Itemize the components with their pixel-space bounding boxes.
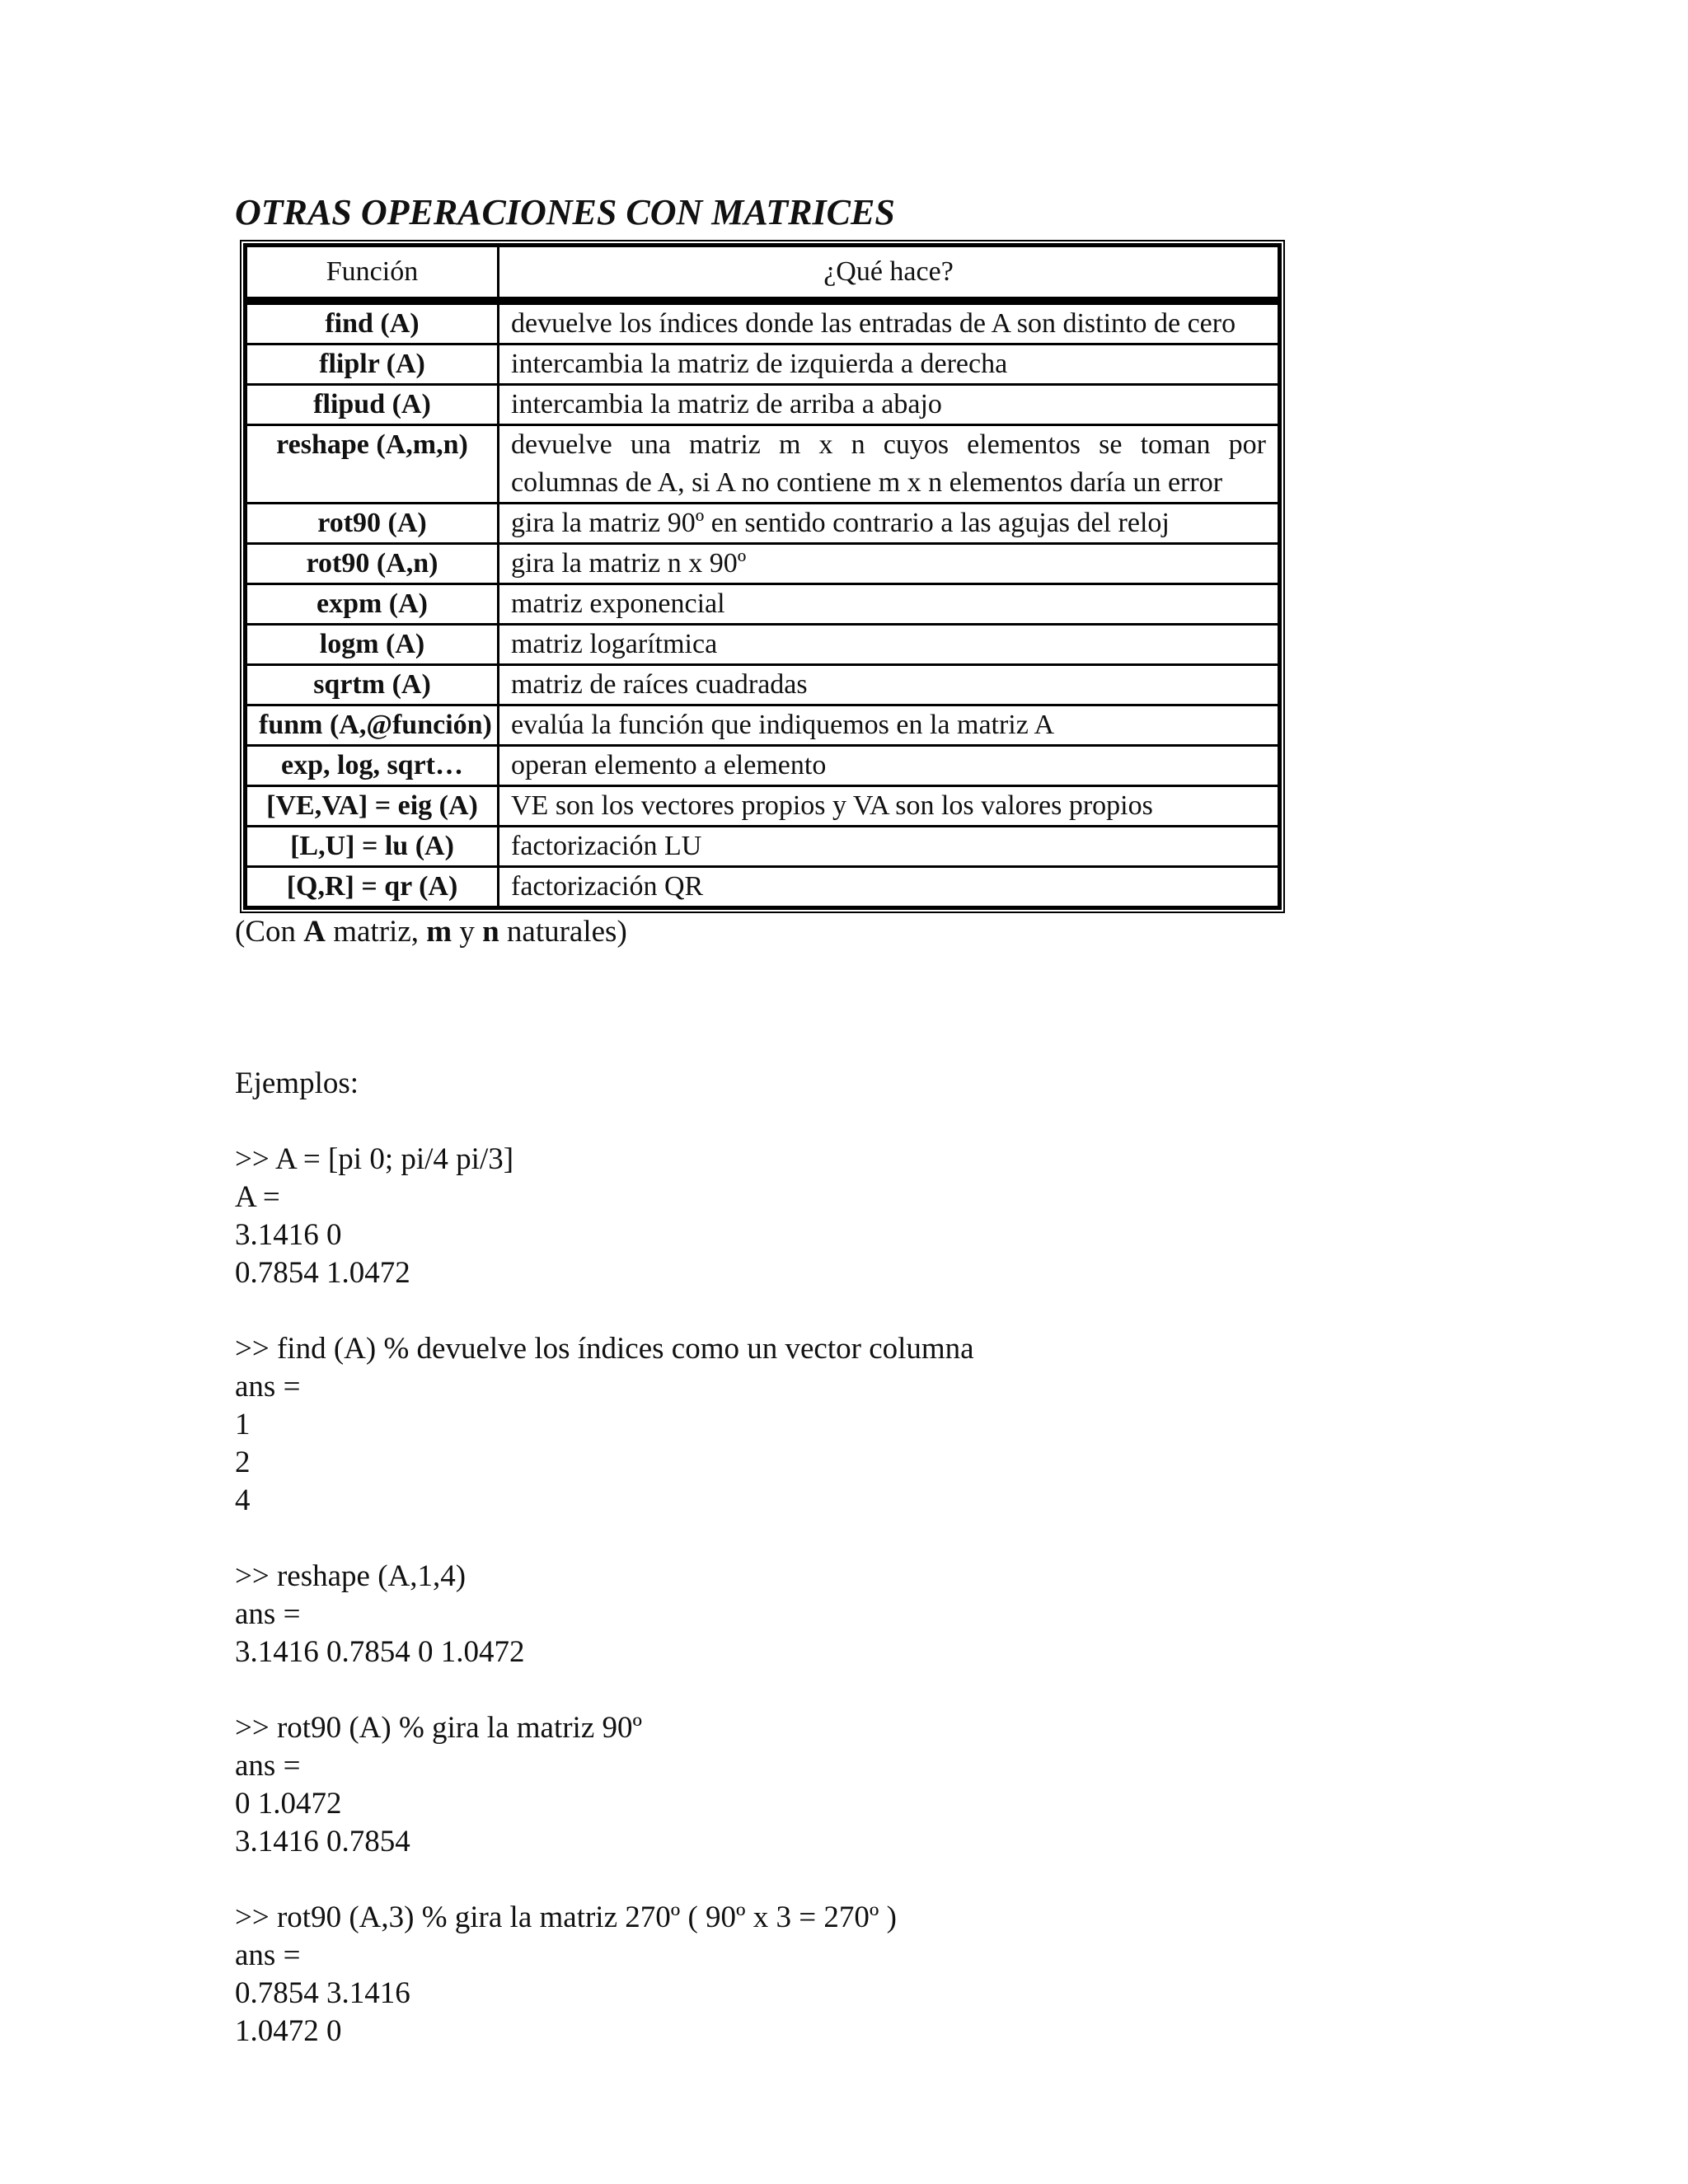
note-m: m (426, 915, 452, 949)
example-output-line: 3.1416 0 (235, 1218, 342, 1252)
example-command: >> rot90 (A) % gira la matriz 90º (235, 1711, 642, 1745)
function-cell: fliplr (A) (246, 344, 499, 385)
table-note (235, 913, 627, 951)
note-open: (Con (235, 915, 304, 949)
table-row (246, 385, 1279, 425)
function-cell: find (A) (246, 301, 499, 344)
header-description: ¿Qué hace? (499, 246, 1279, 302)
example-command: >> find (A) % devuelve los índices como un vector columna (235, 1332, 974, 1366)
function-cell: exp, log, sqrt… (246, 746, 499, 786)
table-body (246, 301, 1279, 907)
example-output-line: 0.7854 3.1416 (235, 1976, 410, 2010)
description-cell: VE son los vectores propios y VA son los valores propios (499, 786, 1279, 827)
description-cell: devuelve una matriz m x n cuyos elementos se toman por columnas de A, si A no contiene m x n elementos daría un error (499, 425, 1279, 504)
example-command: >> reshape (A,1,4) (235, 1559, 467, 1593)
example-output-line: A = (235, 1180, 280, 1214)
function-cell: flipud (A) (246, 385, 499, 425)
example-output-line: 1 (235, 1408, 251, 1441)
example-output-line: ans = (235, 1749, 301, 1783)
description-cell: gira la matriz n x 90º (499, 544, 1279, 584)
function-cell: [Q,R] = qr (A) (246, 867, 499, 907)
example-output-line: 3.1416 0.7854 (235, 1825, 410, 1858)
function-cell: logm (A) (246, 625, 499, 665)
table-row (246, 665, 1279, 705)
table-row (246, 705, 1279, 746)
operations-table (240, 240, 1285, 913)
description-cell: intercambia la matriz de izquierda a derecha (499, 344, 1279, 385)
spacer (235, 1292, 974, 1330)
note-mid1: matriz, (325, 915, 427, 949)
description-cell: factorización QR (499, 867, 1279, 907)
example-output-line: 0.7854 1.0472 (235, 1256, 410, 1290)
function-cell: reshape (A,m,n) (246, 425, 499, 504)
example-command: >> rot90 (A,3) % gira la matriz 270º ( 90º x 3 = 270º ) (235, 1900, 897, 1934)
table-row (246, 625, 1279, 665)
page-title: OTRAS OPERACIONES CON MATRICES (235, 192, 895, 232)
header-function: Función (246, 246, 499, 302)
description-cell: intercambia la matriz de arriba a abajo (499, 385, 1279, 425)
example-command: >> A = [pi 0; pi/4 pi/3] (235, 1142, 514, 1176)
function-cell: rot90 (A,n) (246, 544, 499, 584)
table-row (246, 827, 1279, 867)
function-cell: sqrtm (A) (246, 665, 499, 705)
example-output-line: ans = (235, 1938, 301, 1972)
example-output-line: 3.1416 0.7854 0 1.0472 (235, 1635, 525, 1669)
description-cell: operan elemento a elemento (499, 746, 1279, 786)
spacer (235, 1861, 974, 1899)
table-row (246, 786, 1279, 827)
table-row (246, 504, 1279, 544)
function-cell: funm (A,@función) (246, 705, 499, 746)
spacer (235, 1520, 974, 1558)
table-row (246, 301, 1279, 344)
table-header-row (246, 246, 1279, 302)
function-cell: [L,U] = lu (A) (246, 827, 499, 867)
table-row (246, 425, 1279, 504)
description-cell: matriz exponencial (499, 584, 1279, 625)
function-cell: [VE,VA] = eig (A) (246, 786, 499, 827)
examples-section (235, 989, 974, 2050)
note-close: naturales) (499, 915, 627, 949)
description-cell: devuelve los índices donde las entradas de A son distinto de cero (499, 301, 1279, 344)
table-row (246, 584, 1279, 625)
examples-heading: Ejemplos: (235, 1066, 359, 1100)
note-n: n (482, 915, 499, 949)
table-row (246, 746, 1279, 786)
function-cell: expm (A) (246, 584, 499, 625)
description-cell: factorización LU (499, 827, 1279, 867)
table-row (246, 344, 1279, 385)
example-output-line: 1.0472 0 (235, 2014, 342, 2048)
description-cell: matriz logarítmica (499, 625, 1279, 665)
spacer (235, 1671, 974, 1709)
description-cell: matriz de raíces cuadradas (499, 665, 1279, 705)
note-mid2: y (452, 915, 483, 949)
description-cell: gira la matriz 90º en sentido contrario a las agujas del reloj (499, 504, 1279, 544)
function-cell: rot90 (A) (246, 504, 499, 544)
table-row (246, 544, 1279, 584)
note-a: A (303, 915, 326, 949)
description-cell: evalúa la función que indiquemos en la matriz A (499, 705, 1279, 746)
example-output-line: 2 (235, 1446, 251, 1479)
example-output-line: 4 (235, 1483, 251, 1517)
example-output-line: 0 1.0472 (235, 1787, 342, 1821)
example-output-line: ans = (235, 1370, 301, 1404)
example-output-line: ans = (235, 1597, 301, 1631)
table-row (246, 867, 1279, 907)
